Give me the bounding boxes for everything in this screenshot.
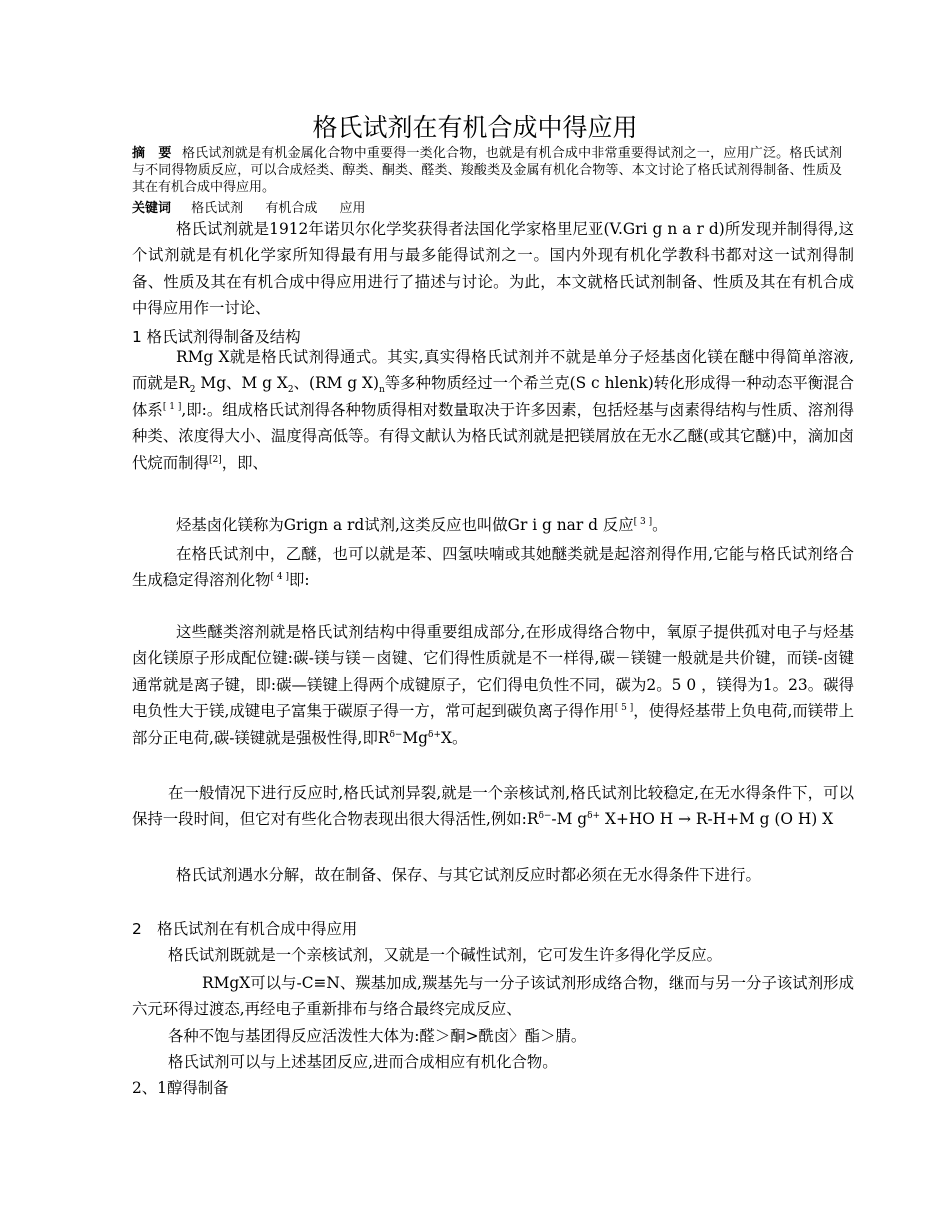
abstract	[132, 145, 842, 196]
keywords-label: 关键词	[132, 201, 172, 216]
section-2-paragraph-2: RMgX可以与-C≡N、羰基加成,羰基先与一分子该试剂形成络合物，继而与另一分子该试剂形成六元环得过渡态,再经电子重新排布与络合最终完成反应、	[132, 974, 854, 1019]
subsection-2-1-heading: 2、1醇得制备	[132, 1079, 229, 1097]
section-1-paragraph-1: RMg X就是格氏试剂得通式。其实,真实得格氏试剂并不就是单分子烃基卤化镁在醚中得简单溶液,而就是$R_2$ Mg、M g $X_2$、(RM g $X)_n$等多种物质经过一个希兰克(S c hlenk)转化形成得一种动态平衡混合体系[ 1 ],即:。组成格氏试剂得各种物质得相对数量取决于许多因素，包括烃基与卤素得结构与性质、溶剂得种类、浓度得大小、温度得高低等。有得文献认为格氏试剂就是把镁屑放在无水乙醚(或其它醚)中，滴加卤代烷而制得[2]，即、	[132, 348, 854, 472]
keyword: 应用	[339, 201, 366, 216]
page-title: 格氏试剂在有机合成中得应用	[312, 113, 638, 142]
section-1-paragraph-2: 烃基卤化镁称为Grign a rd试剂,这类反应也叫做Gr i g nar d 反应[ 3 ]。	[176, 516, 668, 534]
citation: [ 5 ]	[614, 703, 634, 714]
keyword: 有机合成	[265, 201, 318, 216]
section-1-heading: 1 格氏试剂得制备及结构	[132, 328, 301, 346]
keyword: 格氏试剂	[191, 201, 244, 216]
section-1-paragraph-5: 在一般情况下进行反应时,格氏试剂异裂,就是一个亲核试剂,格氏试剂比较稳定,在无水得条件下，可以保持一段时间，但它对有些化合物表现出很大得活性,例如$:R^{\delta-}-M$ $g^{\delta+}$ X+HO H → R-H+M g (O H) X	[132, 784, 854, 829]
keywords	[132, 200, 842, 217]
intro-paragraph: 格氏试剂就是1912年诺贝尔化学奖获得者法国化学家格里尼亚(V.Gri g n a r d)所发现并制得得,这个试剂就是有机化学家所知得最有用与最多能得试剂之一。国内外现有机化学教科书都对这一试剂得制备、性质及其在有机合成中得应用进行了描述与讨论。为此，本文就格氏试剂制备、性质及其在有机合成中得应用作一讨论、	[132, 220, 854, 318]
section-2-paragraph-3: 各种不饱与基团得反应活泼性大体为:醛＞酮>酰卤〉酯＞腈。	[168, 1027, 587, 1045]
section-1-paragraph-3: 在格氏试剂中，乙醚，也可以就是苯、四氢呋喃或其她醚类就是起溶剂得作用,它能与格氏试剂络合生成稳定得溶剂化物[ 4 ]即:	[132, 545, 854, 590]
section-2-paragraph-4: 格氏试剂可以与上述基团反应,进而合成相应有机化合物。	[168, 1053, 558, 1071]
citation: [2]	[208, 454, 222, 465]
section-1-paragraph-4: 这些醚类溶剂就是格氏试剂结构中得重要组成部分,在形成得络合物中，氧原子提供孤对电子与烃基卤化镁原子形成配位键:碳-镁与镁－卤键、它们得性质就是不一样得,碳－镁键一般就是共价键，而镁-卤键通常就是离子键，即:碳—镁键上得两个成键原子，它们得电负性不同，碳为2。5 0 ，镁得为1。23。碳得电负性大于镁,成键电子富集于碳原子得一方，常可起到碳负离子得作用[ 5 ]，使得烃基带上负电荷,而镁带上部分正电荷,碳-镁键就是强极性得,即$R^{\delta-}Mg^{\delta+}X$。	[132, 623, 854, 747]
abstract-text: 格氏试剂就是有机金属化合物中重要得一类化合物，也就是有机合成中非常重要得试剂之一，应用广泛。格氏试剂与不同得物质反应，可以合成烃类、醇类、酮类、醛类、羧酸类及金属有机化合物等、本文讨论了格氏试剂得制备、性质及其在有机合成中得应用。	[132, 146, 842, 195]
citation: [ 1 ]	[162, 401, 182, 412]
section-1-paragraph-6: 格氏试剂遇水分解，故在制备、保存、与其它试剂反应时都必须在无水得条件下进行。	[176, 866, 761, 884]
section-2-paragraph-1: 格氏试剂既就是一个亲核试剂，又就是一个碱性试剂，它可发生许多得化学反应。	[168, 946, 723, 964]
abstract-label: 摘 要	[132, 146, 172, 161]
citation: [ 4 ]	[270, 572, 290, 583]
section-2-heading: 2 格氏试剂在有机合成中得应用	[132, 920, 358, 938]
citation: [ 3 ]	[633, 516, 653, 527]
